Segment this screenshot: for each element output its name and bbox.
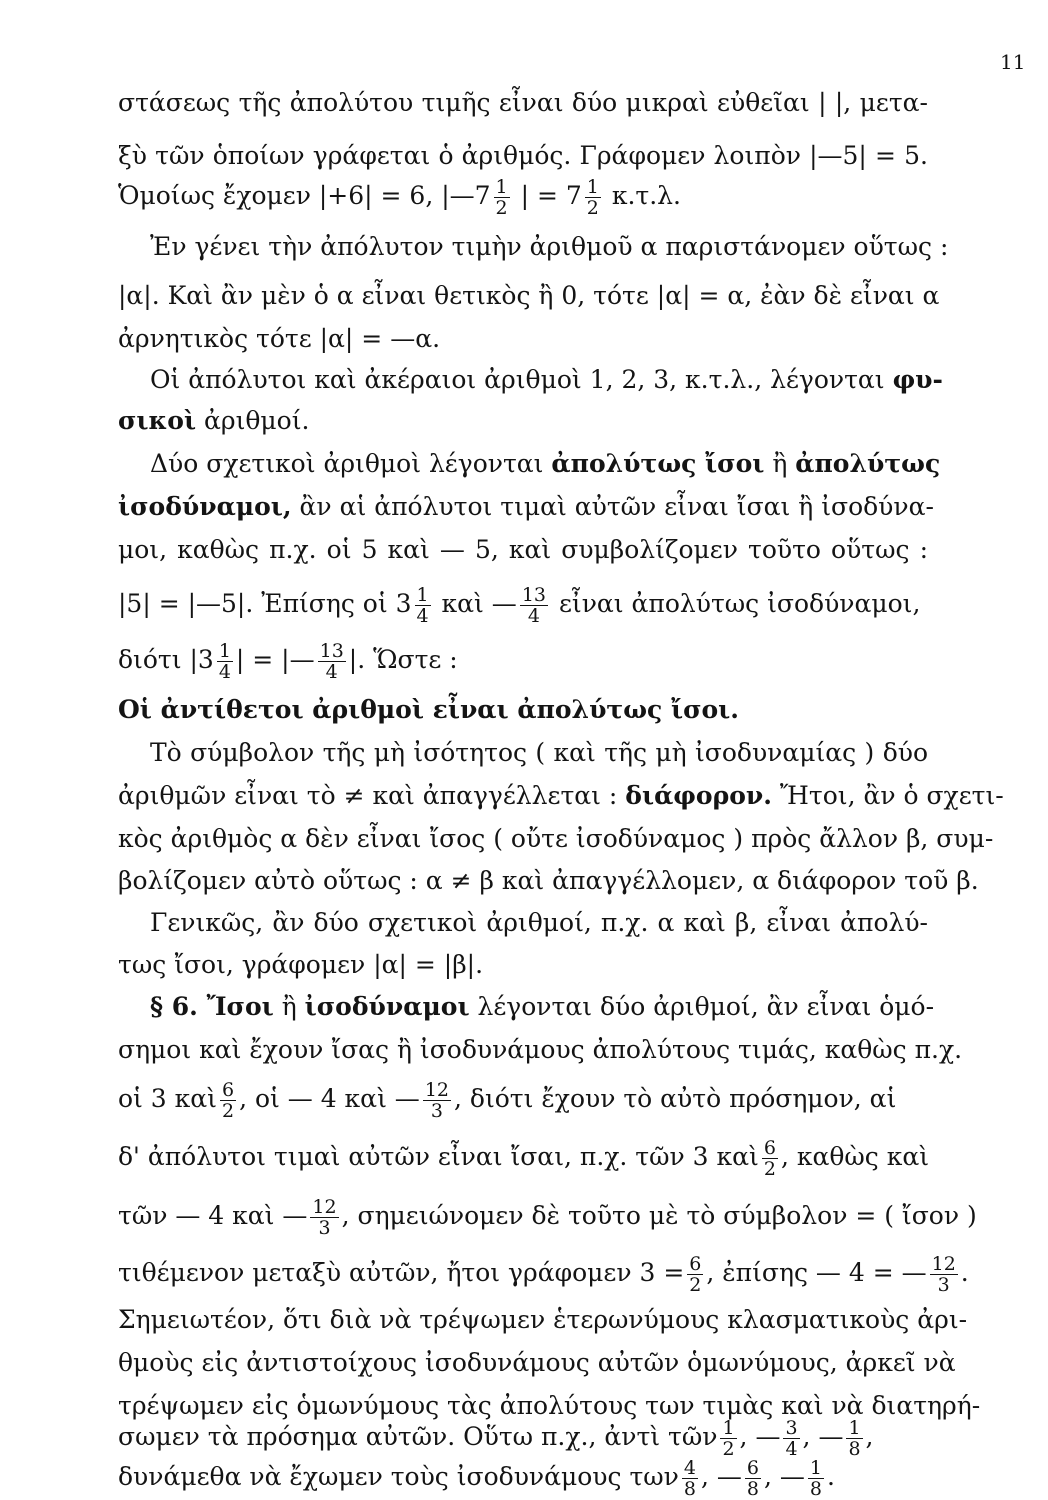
text-line: σωμεν τὰ πρόσημα αὐτῶν. Οὕτω π.χ., ἀντὶ τῶν $\frac{1}{2}$ , — $\frac{3}{4}$ , — $\frac{1}{8}$ , [118,1417,874,1460]
text-line: Τὸ σύμβολον τῆς μὴ ἰσότητος ( καὶ τῆς μὴ ἰσοδυναμίας ) δύο [150,738,928,767]
text-line: σημοι καὶ ἔχουν ἴσας ἢ ἰσοδυνάμους ἀπολύτους τιμάς, καθὼς π.χ. [118,1035,963,1064]
fraction: $\frac{6}{2}$ [763,1137,776,1180]
fraction: $\frac{1}{2}$ [495,176,508,219]
text-line: Οἱ ἀπόλυτοι καὶ ἀκέραιοι ἀριθμοὶ 1, 2, 3, κ.τ.λ., λέγονται φυ- [150,365,943,394]
text-line: σικοὶ ἀριθμοί. [118,406,310,435]
text-line: μοι, καθὼς π.χ. οἱ 5 καὶ — 5, καὶ συμβολίζομεν τοῦτο οὕτως : [118,535,928,564]
text-line: Σημειωτέον, ὅτι διὰ νὰ τρέψωμεν ἑτερωνύμους κλασματικοὺς ἀρι- [118,1305,968,1334]
fraction: $\frac{6}{2}$ [221,1079,235,1122]
fraction: $\frac{1}{2}$ [722,1417,735,1460]
fraction: $\frac{13}{4}$ [319,640,344,683]
text-line: θμοὺς εἰς ἀντιστοίχους ἰσοδυνάμους αὐτῶν ὁμωνύμους, ἀρκεῖ νὰ [118,1348,956,1377]
text-line: ἰσοδύναμοι, ἂν αἱ ἀπόλυτοι τιμαὶ αὐτῶν εἶναι ἴσαι ἢ ἰσοδύνα- [118,492,934,521]
fraction: $\frac{1}{4}$ [416,584,429,627]
text-line: δ' ἀπόλυτοι τιμαὶ αὐτῶν εἶναι ἴσαι, π.χ. τῶν 3 καὶ $\frac{6}{2}$ , καθὼς καὶ [118,1137,930,1180]
fraction: $\frac{4}{8}$ [683,1457,696,1500]
text-line: |α|. Καὶ ἂν μὲν ὁ α εἶναι θετικὸς ἢ 0, τότε |α| = α, ἐὰν δὲ εἶναι α [118,281,940,310]
text-line: Οἱ ἀντίθετοι ἀριθμοὶ εἶναι ἀπολύτως ἴσοι. [118,695,739,724]
fraction: $\frac{12}{3}$ [312,1196,337,1239]
fraction: $\frac{3}{4}$ [785,1417,798,1460]
fraction: $\frac{6}{8}$ [746,1457,759,1500]
fraction: $\frac{12}{3}$ [931,1253,956,1296]
text-line: Ὁμοίως ἔχομεν |+6| = 6, |—7 $\frac{1}{2}$ | = 7 $\frac{1}{2}$ κ.τ.λ. [118,176,681,219]
text-line: Δύο σχετικοὶ ἀριθμοὶ λέγονται ἀπολύτως ἴσοι ἢ ἀπολύτως [150,449,941,478]
text-line: ἀριθμῶν εἶναι τὸ ≠ καὶ ἀπαγγέλλεται : διάφορον. Ἤτοι, ἂν ὁ σχετι- [118,781,1004,810]
text-line: οἱ 3 καὶ $\frac{6}{2}$ , οἱ — 4 καὶ — $\frac{12}{3}$ , διότι ἔχουν τὸ αὐτὸ πρόσημον, αἱ [118,1079,897,1122]
text-line: βολίζομεν αὐτὸ οὕτως : α ≠ β καὶ ἀπαγγέλλομεν, α διάφορον τοῦ β. [118,866,979,895]
text-line: τρέψωμεν εἰς ὁμωνύμους τὰς ἀπολύτους των τιμὰς καὶ νὰ διατηρή- [118,1391,981,1420]
page-number: 11 [1000,50,1026,74]
fraction: $\frac{1}{8}$ [809,1457,822,1500]
text-line: Ἐν γένει τὴν ἀπόλυτον τιμὴν ἀριθμοῦ α παριστάνομεν οὕτως : [150,232,949,261]
fraction: $\frac{12}{3}$ [424,1079,449,1122]
text-line: τως ἴσοι, γράφομεν |α| = |β|. [118,950,484,979]
text-line: |5| = |—5|. Ἐπίσης οἱ 3 $\frac{1}{4}$ καὶ — $\frac{13}{4}$ εἶναι ἀπολύτως ἰσοδύναμοι, [118,584,921,627]
text-line: Γενικῶς, ἂν δύο σχετικοὶ ἀριθμοί, π.χ. α καὶ β, εἶναι ἀπολύ- [150,908,928,937]
text-line: τῶν — 4 καὶ — $\frac{12}{3}$ , σημειώνομεν δὲ τοῦτο μὲ τὸ σύμβολον = ( ἴσον ) [118,1196,977,1239]
fraction: $\frac{13}{4}$ [521,584,546,627]
text-line: ξὺ τῶν ὁποίων γράφεται ὁ ἀριθμός. Γράφομεν λοιπὸν |—5| = 5. [118,141,928,170]
fraction: $\frac{1}{8}$ [848,1417,861,1460]
fraction: $\frac{6}{2}$ [689,1253,702,1296]
text-line: στάσεως τῆς ἀπολύτου τιμῆς εἶναι δύο μικραὶ εὐθεῖαι | |, μετα- [118,88,928,117]
fraction: $\frac{1}{2}$ [586,176,599,219]
text-line: τιθέμενον μεταξὺ αὐτῶν, ἤτοι γράφομεν 3 = $\frac{6}{2}$ , ἐπίσης — 4 = — $\frac{12}{3}$ . [118,1253,969,1296]
fraction: $\frac{1}{4}$ [218,640,231,683]
text-line: κὸς ἀριθμὸς α δὲν εἶναι ἴσος ( οὔτε ἰσοδύναμος ) πρὸς ἄλλον β, συμ- [118,824,994,853]
text-line: § 6. Ἴσοι ἢ ἰσοδύναμοι λέγονται δύο ἀριθμοί, ἂν εἶναι ὁμό- [150,992,935,1021]
text-line: ἀρνητικὸς τότε |α| = —α. [118,324,441,353]
text-line: δυνάμεθα νὰ ἔχωμεν τοὺς ἰσοδυνάμους των $\frac{4}{8}$ , — $\frac{6}{8}$ , — $\frac{1}{8}$ . [118,1457,835,1500]
text-line: διότι |3 $\frac{1}{4}$ | = |— $\frac{13}{4}$ |. Ὥστε : [118,640,458,683]
